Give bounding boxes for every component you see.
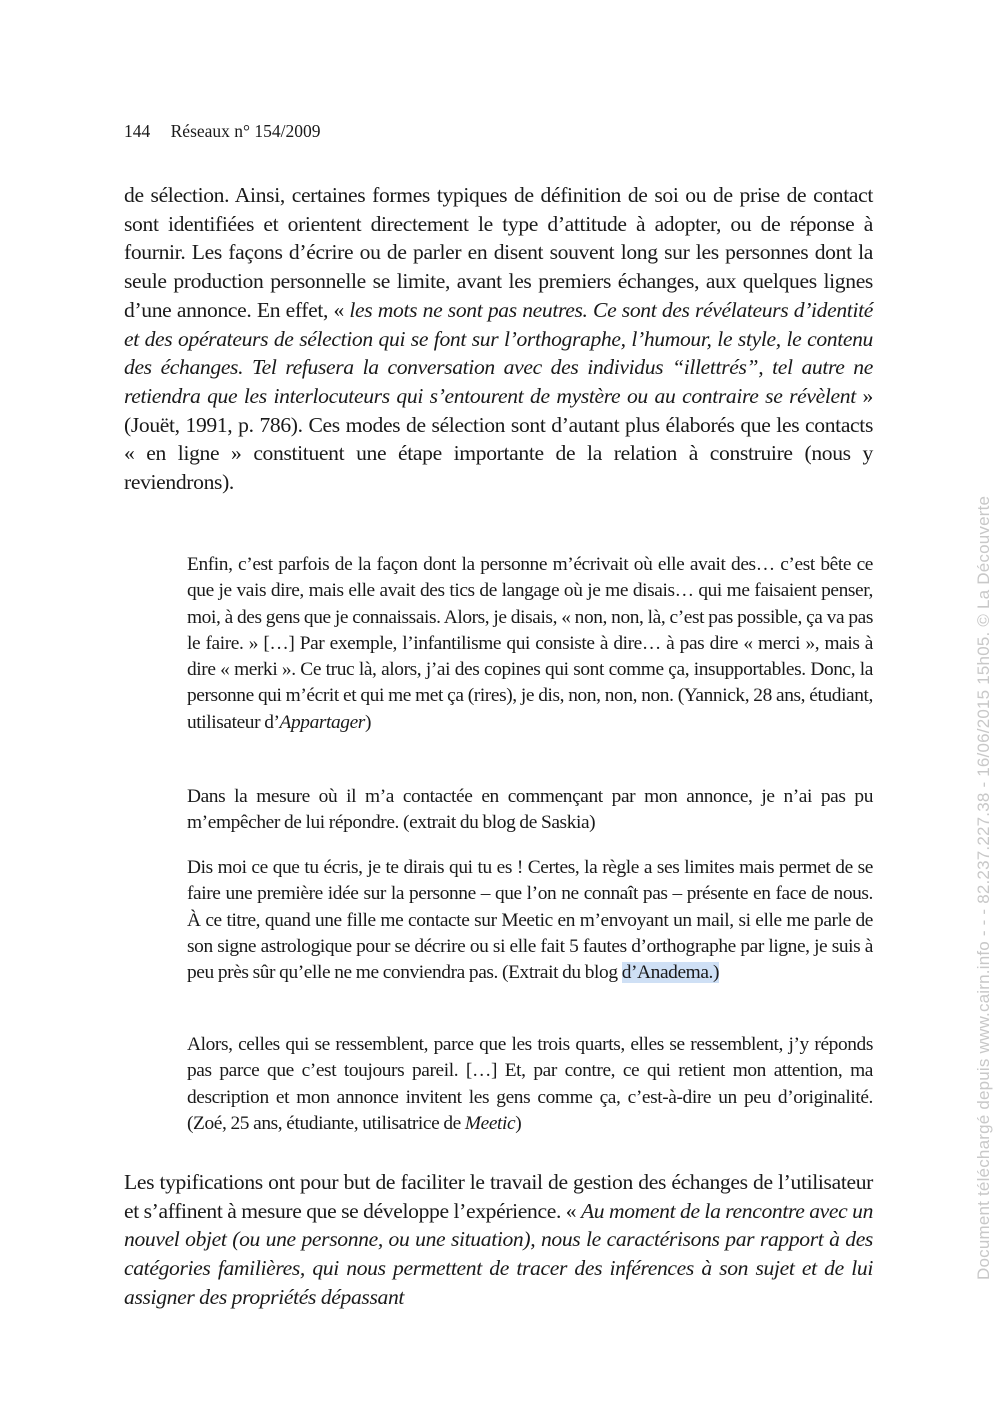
quote-tail: ) [364, 711, 372, 733]
journal-title: Réseaux n° 154/2009 [170, 121, 321, 141]
paragraph-text: » (Jouët, 1991, p. 786). Ces modes de sélection sont d’autant plus élaborés que les contacts « en ligne » constituent une étape importante de la relation à construire (nous y reviendrons). [124, 383, 873, 495]
block-quote [187, 552, 873, 736]
paragraph-text: Les typifications ont pour but de faciliter le travail de gestion des échanges de l’utilisateur et s’affinent à mesure que se développe l’expérience. « [124, 1170, 873, 1223]
page-number: 144 [124, 121, 151, 141]
italic-citation: les mots ne sont pas neutres. Ce sont des révélateurs d’identité et des opérateurs de sélection qui se font sur l’orthographe, l’humour, le style, le contenu des échanges. Tel refusera la conversation avec des individus “illettrés”, tel autre ne retiendra que les interlocuteurs qui s’entourent de mystère ou au contraire se révèlent [124, 297, 873, 408]
quote-text[interactable]: Dis moi ce que tu écris, je te dirais qui tu es ! Certes, la règle a ses limites mais permet de se faire une première idée sur la personne – que l’on ne connaît pas – présente en face de nous. À ce titre, quand une fille me contacte sur Meetic en m’envoyant un mail, si elle me parle de son signe astrologique pour se décrire ou si elle fait 5 fautes d’orthographe par ligne, je suis à peu près sûr qu’elle ne me conviendra pas. (Extrait du blog [187, 857, 873, 984]
quote-text: Enfin, c’est parfois de la façon dont la personne m’écrivait où elle avait des… c’est bête ce que je vais dire, mais elle avait des tics de langage où je me disais… qui me faisaient penser, moi, à des gens que je connaissais. Alors, je disais, « non, non, là, c’est pas possible, ça va pas le faire. » […] Par exemple, l’infantilisme qui consiste à dire… à pas dire « merci », mais à dire « merki ». Ce truc là, alors, j’ai des copines qui sont comme ça, insupportables. Donc, la personne qui m’écrit et qui me met ça (rires), je dis, non, non, non. (Yannick, 28 ans, étudiant, utilisateur d’ [187, 554, 873, 733]
download-watermark: Document téléchargé depuis www.cairn.info - - - 82.237.227.38 - 16/06/2015 15h05. © La Découverte [974, 495, 993, 1280]
paragraph-text: de sélection. Ainsi, certaines formes typiques de définition de soi ou de prise de contact sont identifiées et orientent directement le type d’attitude à adopter, ou de réponse à fournir. Les façons d’écrire ou de parler en disent souvent long sur les personnes dont la seule production personnelle se limite, avant les premiers échanges, aux quelques lignes d’une annonce. En effet, « [124, 183, 873, 322]
body-paragraph [124, 1168, 873, 1312]
selected-text[interactable]: d’Anadema.) [621, 962, 720, 984]
block-quote [187, 784, 873, 837]
body-paragraph [124, 181, 873, 497]
block-quote [187, 1032, 873, 1137]
quote-text: Alors, celles qui se ressemblent, parce que les trois quarts, elles se ressemblent, j’y réponds pas parce que c’est toujours pareil. […] Et, par contre, ce qui retient mon attention, ma description et mon annonce invitent les gens comme ça, c’est-à-dire un peu d’originalité. (Zoé, 25 ans, étudiante, utilisatrice de [187, 1034, 873, 1134]
quote-italic: Appartager [279, 711, 365, 733]
quote-text: Dans la mesure où il m’a contactée en commençant par mon annonce, je n’ai pas pu m’empêcher de lui répondre. (extrait du blog de Saskia) [187, 786, 873, 834]
quote-italic: Meetic [464, 1112, 516, 1134]
quote-tail: ) [515, 1112, 522, 1134]
italic-citation: Au moment de la rencontre avec un nouvel objet (ou une personne, ou une situation), nous le caractérisons par rapport à des catégories familières, qui nous permettent de tracer des inférences à son sujet et de lui assigner des propriétés dépassant [124, 1198, 874, 1309]
running-header [124, 121, 321, 142]
block-quote [187, 855, 873, 986]
